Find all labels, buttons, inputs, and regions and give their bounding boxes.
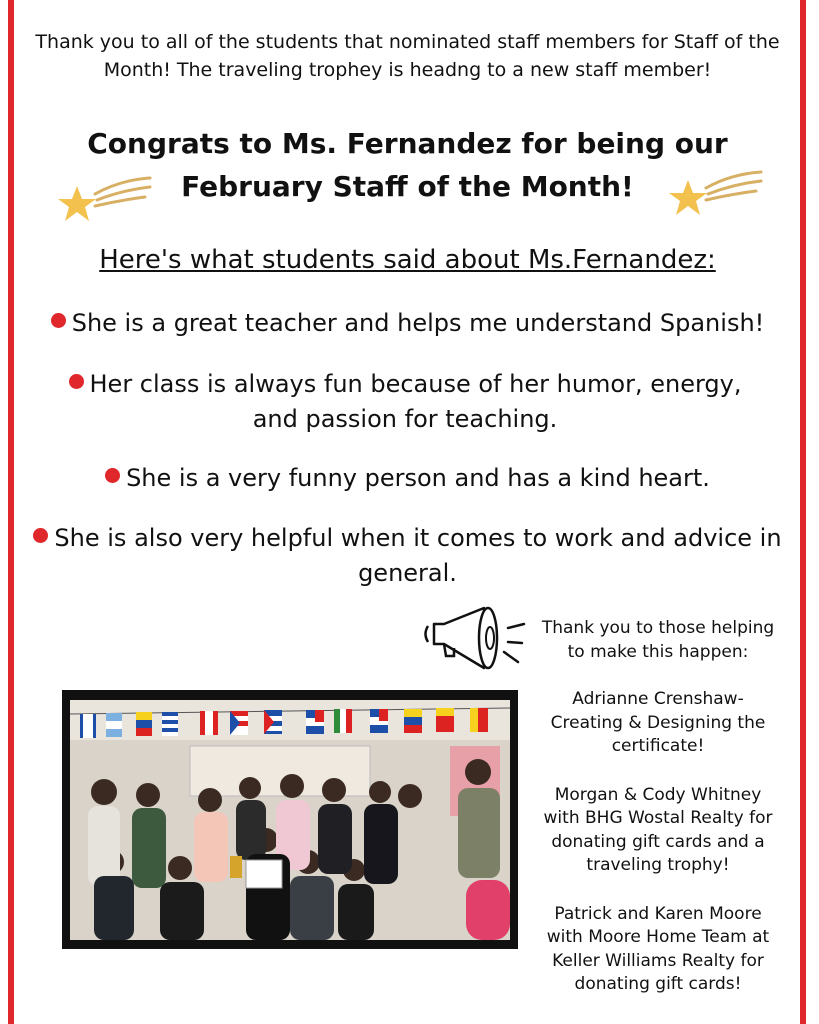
quote-item: She is also very helpful when it comes to work and advice in general. [30,521,785,591]
quotes-heading: Here's what students said about Ms.Fernandez: [99,245,716,275]
bullet-icon [69,374,84,389]
headline [60,122,755,208]
quote-item: Her class is always fun because of her humor, energy, and passion for teaching. [45,367,765,437]
credit-item: Morgan & Cody Whitney with BHG Wostal Realty for donating gift cards and a traveling trophy! [543,784,773,875]
shooting-star-icon [666,166,766,221]
page-border-right [800,0,806,1024]
thanks-intro: Thank you to those helping to make this happen: [541,618,775,662]
group-photo [70,700,510,940]
credit-item: Patrick and Karen Moore with Moore Home Team at Keller Williams Realty for donating gift cards! [546,903,770,994]
credits-list [538,688,778,997]
classroom-photo-illustration [70,700,510,940]
intro-text: Thank you to all of the students that nominated staff members for Staff of the Month! The traveling trophey is headng to a new staff member! [35,31,780,81]
credit-item: Adrianne Crenshaw- Creating & Designing the certificate! [550,689,766,756]
headline-line-2: February Staff of the Month! [181,170,634,203]
bullet-icon [33,528,48,543]
shooting-star-icon [55,172,155,227]
page-border-left [8,0,14,1024]
megaphone-icon [422,602,530,674]
quote-item: She is a great teacher and helps me understand Spanish! [30,306,785,341]
group-photo-frame [62,690,518,949]
headline-line-1: Congrats to Ms. Fernandez for being our [87,127,728,160]
quote-item: She is a very funny person and has a kind heart. [30,461,785,496]
bullet-icon [51,313,66,328]
bullet-icon [105,468,120,483]
